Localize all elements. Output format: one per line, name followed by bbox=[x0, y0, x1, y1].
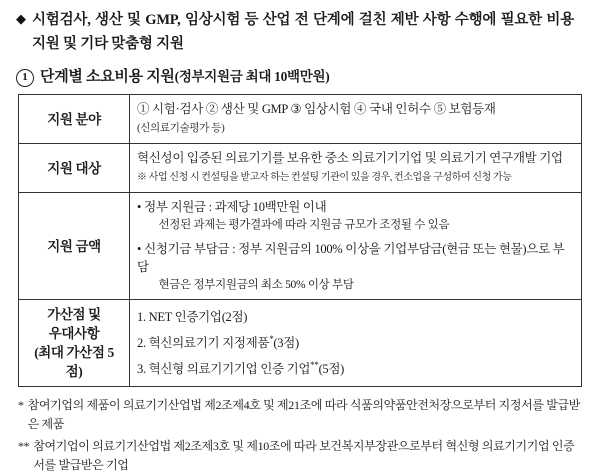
row-value-bonus-points bbox=[130, 300, 582, 387]
support-target-line: 혁신성이 입증된 의료기기를 보유한 중소 의료기기기업 및 의료기기 연구개발 기업 bbox=[137, 151, 563, 165]
intro-text: 시험검사, 생산 및 GMP, 임상시험 등 산업 전 단계에 걸친 제반 사항 수행에 필요한 비용 지원 및 기타 맞춤형 지원 bbox=[32, 12, 574, 52]
intro-paragraph bbox=[0, 0, 600, 56]
row-value-support-target bbox=[130, 144, 582, 193]
bonus-item-3: 3. 혁신형 의료기기기업 인증 기업 bbox=[137, 362, 311, 377]
footnote-2 bbox=[18, 437, 580, 475]
bonus-label-line-2: 우대사항 bbox=[48, 326, 100, 341]
support-amount-bullet-1: • 정부 지원금 : 과제당 10백만원 이내 bbox=[137, 198, 574, 216]
row-label-support-target: 지원 대상 bbox=[19, 144, 130, 193]
support-amount-bullet-2-sub: 현금은 정부지원금의 최소 50% 이상 부담 bbox=[158, 279, 354, 291]
bonus-item-3-wrap bbox=[137, 356, 574, 378]
footnote-1-text: 참여기업의 제품이 의료기기산업법 제2조제4호 및 제21조에 따라 식품의약품안전처장으로부터 지정서를 발급받은 제품 bbox=[27, 398, 581, 431]
row-label-bonus-points bbox=[19, 300, 130, 387]
bonus-label-line-1: 가산점 및 bbox=[47, 307, 101, 322]
support-target-note: ※ 사업 신청 시 컨설팅을 받고자 하는 컨설팅 기관이 있을 경우, 컨소업을 구성하여 신청 가능 bbox=[137, 172, 512, 183]
support-table bbox=[18, 94, 582, 387]
bonus-item-2-tail: (3점) bbox=[273, 336, 299, 350]
bonus-item-1: 1. NET 인증기업(2점) bbox=[137, 309, 248, 324]
support-field-line: ① 시험·검사 ② 생산 및 GMP ③ 임상시험 ④ 국내 인허수 ⑤ 보험등재 bbox=[137, 102, 496, 116]
footnote-1-mark: * bbox=[18, 398, 24, 412]
row-value-support-field bbox=[130, 95, 582, 144]
diamond-bullet-icon: ◆ bbox=[16, 11, 26, 26]
support-amount-bullet-1-sub: 선정된 과제는 평가결과에 따라 지원금 규모가 조정될 수 있음 bbox=[158, 219, 450, 231]
table-row bbox=[19, 300, 582, 387]
bonus-item-3-sup: ** bbox=[310, 360, 319, 370]
footnotes bbox=[0, 387, 600, 475]
footnote-2-mark: ** bbox=[18, 439, 30, 453]
bonus-item-3-tail: (5점) bbox=[318, 362, 345, 377]
bonus-item-2-sup: * bbox=[269, 333, 274, 344]
row-label-support-amount: 지원 금액 bbox=[19, 193, 130, 300]
section-subtitle: (정부지원금 최대 10백만원) bbox=[174, 69, 330, 84]
table-row bbox=[19, 95, 582, 144]
circled-number-icon: 1 bbox=[16, 69, 34, 87]
bonus-item-2: 2. 혁신의료기기 지정제품 bbox=[137, 336, 270, 350]
row-value-support-amount bbox=[130, 193, 582, 300]
section-title-main: 단계별 소요비용 지원 bbox=[40, 69, 175, 85]
support-field-note: (신의료기술평가 등) bbox=[137, 123, 225, 134]
table-row bbox=[19, 144, 582, 193]
table-row bbox=[19, 193, 582, 300]
section-heading bbox=[0, 56, 600, 94]
row-label-support-field: 지원 분야 bbox=[19, 95, 130, 144]
bonus-label-line-3: (최대 가산점 5점) bbox=[34, 345, 114, 379]
footnote-2-text: 참여기업이 의료기기산업법 제2조제3호 및 제10조에 따라 보건복지부장관으로부터 혁신형 의료기기기업 인증서를 발급받은 기업 bbox=[33, 439, 575, 472]
section-title bbox=[40, 65, 329, 86]
footnote-1 bbox=[18, 396, 580, 434]
support-amount-bullet-2: • 신청기금 부담금 : 정부 지원금의 100% 이상을 기업부담금(현금 또는 현물)으로 부담 bbox=[137, 240, 574, 276]
bonus-item-2-wrap bbox=[137, 330, 574, 352]
